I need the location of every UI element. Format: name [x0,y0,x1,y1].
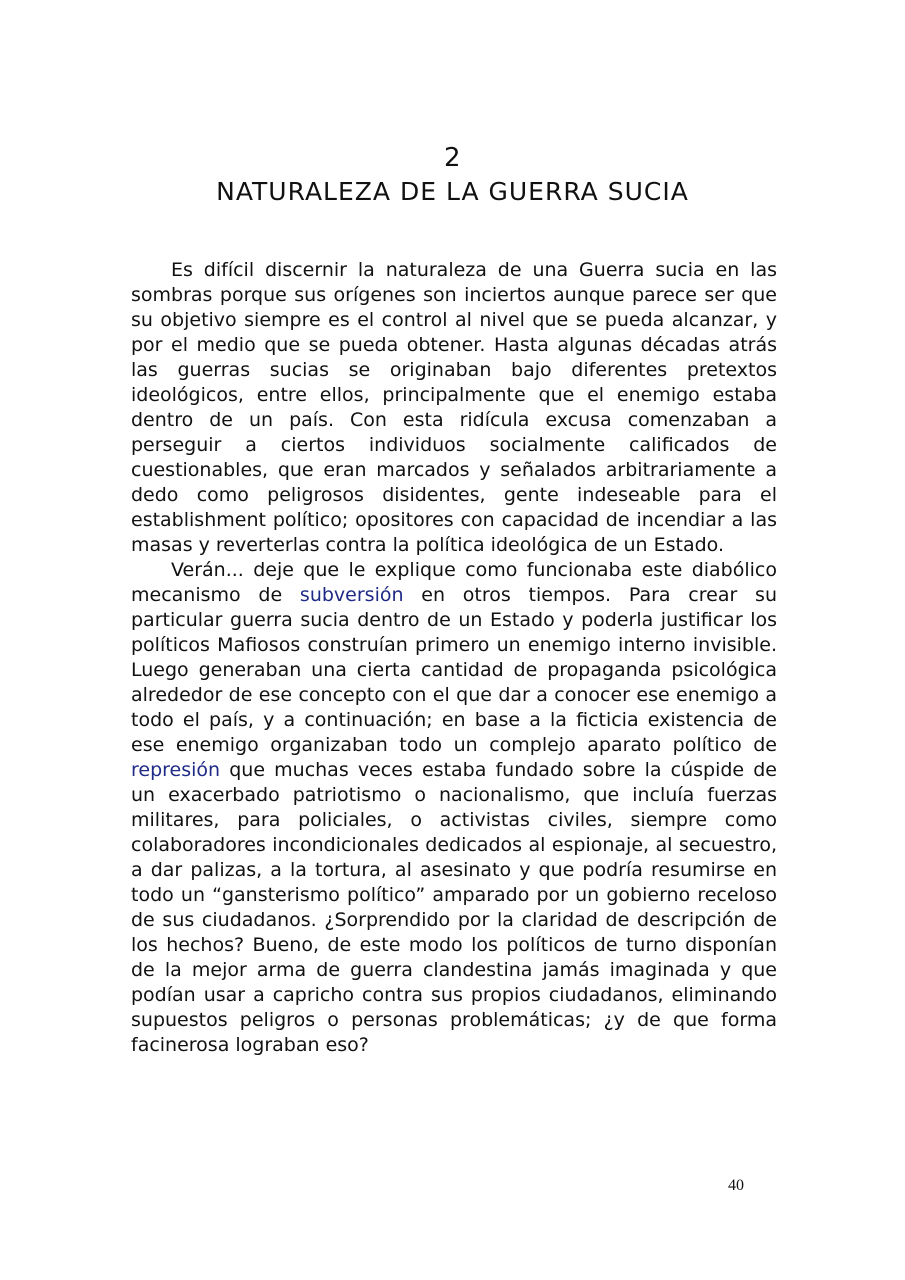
paragraph-2-text-b: en otros tiempos. Para crear su particular guerra sucia dentro de un Estado y poderla justificar los políticos Mafiosos construían primero un enemigo interno invisible. Luego generaban una cierta cantidad de propaganda psicológica alrededor de ese concepto con el que dar a conocer ese enemigo a todo el país, y a continuación; en base a la ficticia existencia de ese enemigo organizaban todo un complejo aparato político de [131,584,778,756]
body-text [131,258,777,1058]
paragraph-2-text-a: Verán... deje que le explique como funcionaba este diabólico mecanismo de [131,559,777,606]
paragraph-1: Es difícil discernir la naturaleza de una Guerra sucia en las sombras porque sus orígenes son inciertos aunque parece ser que su objetivo siempre es el control al nivel que se pueda alcanzar, y por el medio que se pueda obtener. Hasta algunas décadas atrás las guerras sucias se originaban bajo diferentes pretextos ideológicos, entre ellos, principalmente que el enemigo estaba dentro de un país. Con esta ridícula excusa comenzaban a perseguir a ciertos individuos socialmente calificados de cuestionables, que eran marcados y señalados arbitrariamente a dedo como peligrosos disidentes, gente indeseable para el establishment político; opositores con capacidad de incendiar a las masas y reverterlas contra la política ideológica de un Estado. [131,259,777,556]
represion-link[interactable]: represión [131,759,221,781]
paragraph-2 [131,558,777,1058]
subversion-link[interactable]: subversión [299,584,404,606]
chapter-number: 2 [443,143,462,173]
paragraph-2-text-c: que muchas veces estaba fundado sobre la cúspide de un exacerbado patriotismo o nacionalismo, que incluía fuerzas militares, para policiales, o activistas civiles, siempre como colaboradores incondicionales dedicados al espionaje, al secuestro, a dar palizas, a la tortura, al asesinato y que podría resumirse en todo un “gansterismo político” amparado por un gobierno receloso de sus ciudadanos. ¿Sorprendido por la claridad de descripción de los hechos? Bueno, de este modo los políticos de turno disponían de la mejor arma de guerra clandestina jamás imaginada y que podían usar a capricho contra sus propios ciudadanos, eliminando supuestos peligros o personas problemáticas; ¿y de que forma facinerosa lograban eso? [131,759,777,1056]
page-number: 40 [728,1177,744,1194]
chapter-title: NATURALEZA DE LA GUERRA SUCIA [216,177,689,206]
